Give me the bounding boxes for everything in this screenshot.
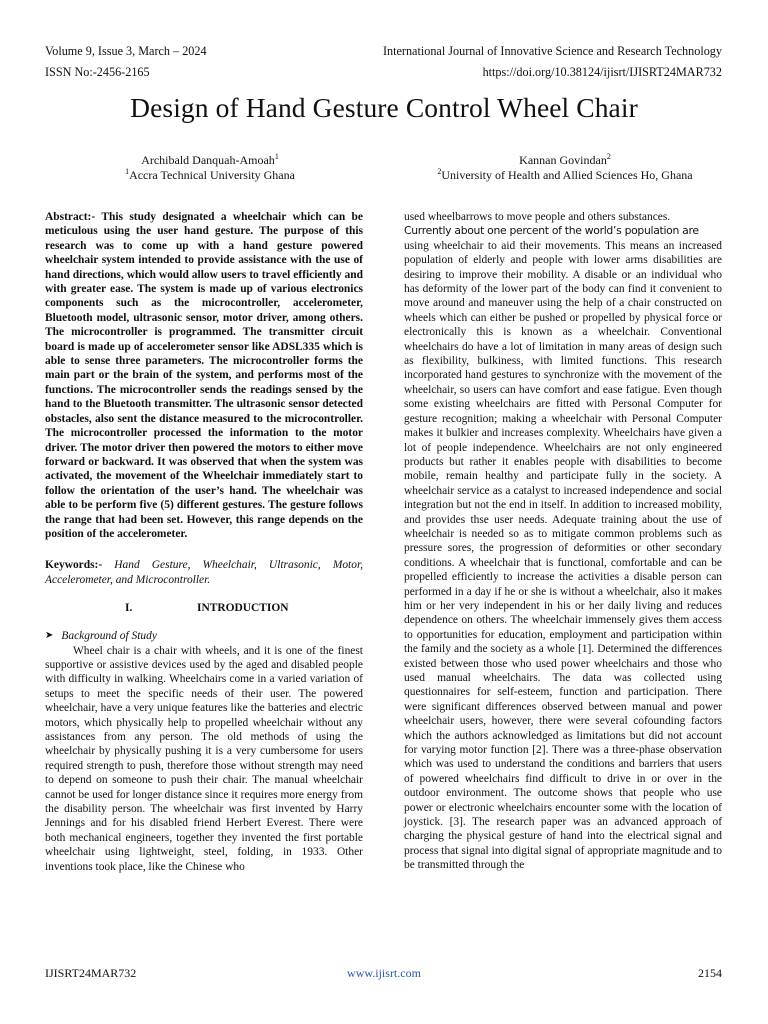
keywords-label: Keywords:- xyxy=(45,559,103,572)
subsection-title: Background of Study xyxy=(61,630,157,643)
right-paragraph: using wheelchair to aid their movements. This means an increased population of elderly and people with lower arms disabilities are desiring to improve their mobility. A disable or an individual who has deformity of the lower part of the body can find it convenient to move around and maneuver using the help of a chair constructed on wheels which can either be pushed or propelled by physical force or electronically this is known as a wheelchair. Conventional wheelchairs do have a lot of limitation in many areas of design such as flexibility, bulkiness, with limited functions. This research incorporated hand gestures to synchronize with the movement of the wheelchair, so users can have comfort and ease fatigue. Even though some existing wheelchairs are fitted with Personal Computer for gesture recognition; making a wheelchair with Personal Computer makes it bulkier and increases complexity. Wheelchairs have given a lot of people independence. Wheelchairs are not only engineered products but rather it enables people with disabilities to become mobile, remain healthy and participate fully in the society. A wheelchair service as a catalyst to increased independence and social integration but not the end in itself. In addition to increased mobility, and provides thse user needs. Adequate training about the use of wheelchair is needed so as to mitigate common problems such as pressure sores, the progression of deformities or other secondary conditions. A wheelchair that is functional, comfortable and can be propelled efficiently to increase the activities a disable person can performed in a day if he or she is without a wheelchair, also it makes him or her very independent in his or her daily living and reduces dependence on others. The wheelchair immensely gives them access to opportunities for education, employment and participation within the family and the society as a whole [1]. Determined the differences existed between those who used power wheelchairs and those who used manual wheelchairs. The data was collected using questionnaires for self-esteem, function and participation. There were significant differences observed between manual and power wheelchair users, however, there were several cofounding factors which the authors acknowledged as limitations but did not account for varying motor function [2]. There was a three-phase observation which was used to understand the conditions and barriers that users of powered wheelchairs find difficult to drive in or over in the outdoor environment. The outcome shows that people who use power or electronic wheelchairs encounter some with the location of joystick. [3]. The research paper was an advanced approach of charging the physical gesture of hand into the electrical signal and process that signal into digital signal of appropriate magnitude and to be transmitted through the xyxy=(404,239,722,872)
running-header-bottom xyxy=(45,65,722,80)
section-number: I. xyxy=(125,602,133,615)
doi-link[interactable]: https://doi.org/10.38124/ijisrt/IJISRT24MAR732 xyxy=(482,65,722,79)
issn: ISSN No:-2456-2165 xyxy=(45,65,150,79)
footer-page-number: 2154 xyxy=(698,966,722,980)
footer-paper-code: IJISRT24MAR732 xyxy=(45,966,137,980)
section-heading xyxy=(45,601,363,616)
author-block-1 xyxy=(90,153,330,183)
journal-name: International Journal of Innovative Science and Research Technology xyxy=(382,44,722,58)
affil-sup-1: 1 xyxy=(125,167,130,176)
author-sup-2: 2 xyxy=(606,152,611,161)
volume-issue: Volume 9, Issue 3, March – 2024 xyxy=(45,44,207,58)
author-block-2 xyxy=(400,153,730,183)
keywords-list: Hand Gesture, Wheelchair, Ultrasonic, Motor, Accelerometer, and Microcontroller. xyxy=(45,559,363,586)
author-name-2: Kannan Govindan xyxy=(519,153,607,167)
subsection-heading xyxy=(45,629,363,643)
running-header-top xyxy=(45,44,722,59)
author-name-1: Archibald Danquah-Amoah xyxy=(141,153,275,167)
footer-website-link xyxy=(0,966,768,981)
keywords xyxy=(45,558,363,587)
intro-paragraph: Wheel chair is a chair with wheels, and it is one of the finest supportive or assistive devices used by the aged and disabled people with difficulty in walking. Wheelchairs come in a varied variation of setups to meet the specific needs of their user. The powered wheelchair, have a very unique features like the batteries and electric motors, which physically help to propelled wheelchair without any assistances from any person. The old methods of using the wheelchair by physically pushing it is a very cumbersome for users required strength to push, therefore those without strength may need to depend on someone to push their chair. The manual wheelchair cannot be used for longer distance since it requires more energy from the disability person. The wheelchair was first invented by Harry Jennings and for his disabled friend Herbert Everest. There were both mechanical engineers, together they invented the first portable wheelchair using lightweight, steel, folding, in 1933. Other inventions took place, like the Chinese who xyxy=(45,644,363,873)
section-title: INTRODUCTION xyxy=(197,602,289,615)
right-line-1: used wheelbarrows to move people and others substances. xyxy=(404,211,671,223)
affil-sup-2: 2 xyxy=(437,167,442,176)
author-affiliation-2: University of Health and Allied Sciences Ho, Ghana xyxy=(441,168,693,182)
arrow-bullet-icon: ➤ xyxy=(45,630,54,642)
author-sup-1: 1 xyxy=(274,152,279,161)
right-column xyxy=(404,210,722,873)
abstract: Abstract:- This study designated a wheelchair which can be meticulous using the user hand gesture. The purpose of this research was to come up with a hand gesture powered wheelchair system intended to provide assistance with the use of hand directions, which would allow users to travel efficiently and with greater ease. The system is made up of various electronics components such as the microcontroller, accelerometer, Bluetooth model, ultrasonic sensor, motor driver, among others. The microcontroller is programmed. The transmitter circuit board is made up of accelerometer sensor like ADSL335 which is able to sense three parameters. The microcontroller forms the main part or the brain of the system, and performs most of the functions. The microcontroller sends the readings sensed by the hand to the Bluetooth transmitter. The ultrasonic sensor detected obstacles, also sent the distance measured to the microcontroller. The microcontroller processed the information to the motor driver. The motor driver then powered the motors to either move forward or backward. It was observed that when the system was activated, the movement of the Wheelchair immediately start to follow the orientation of the user’s hand. The wheelchair was able to be perform five (5) different gestures. The gesture follows the range that had been set. However, this range depends on the position of the accelerometer. xyxy=(45,211,363,540)
right-line-2: Currently about one percent of the world’s population are xyxy=(404,224,699,238)
paper-title: Design of Hand Gesture Control Wheel Chair xyxy=(130,92,638,123)
left-column xyxy=(45,210,363,874)
author-affiliation-1: Accra Technical University Ghana xyxy=(129,168,295,182)
website-link[interactable]: www.ijisrt.com xyxy=(347,966,421,980)
